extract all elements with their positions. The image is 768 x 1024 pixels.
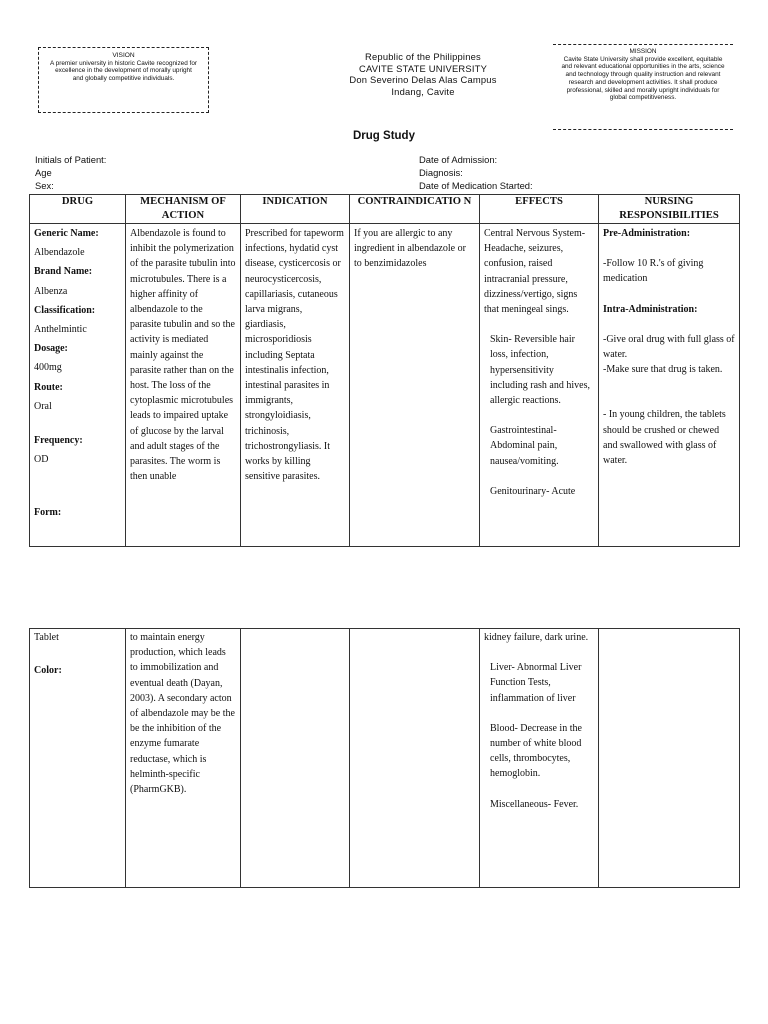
nursing-cell-continued (599, 629, 740, 888)
effects-cell-continued (480, 629, 599, 888)
vision-text: A premier university in historic Cavite recognized for excellence in the development of morally upright and globally competitive individuals. (49, 59, 198, 82)
pre-admin-step-1: -Follow 10 R.'s of giving medication (603, 258, 704, 285)
effect-gi: Gastrointestinal- Abdominal pain, nausea/vomiting. (490, 425, 559, 467)
color-label: Color: (34, 665, 62, 677)
frequency-label: Frequency: (34, 435, 83, 447)
dosage-label: Dosage: (34, 343, 68, 355)
drug-study-table-continued (29, 628, 740, 888)
campus-location: Indang, Cavite (391, 85, 455, 97)
frequency-value: OD (34, 454, 49, 466)
page-title: Drug Study (353, 130, 415, 142)
brand-name-label: Brand Name: (34, 266, 93, 278)
effect-misc: Miscellaneous- Fever. (490, 798, 579, 810)
drug-study-table (29, 194, 740, 547)
mission-box (553, 44, 733, 130)
med-started-label: Date of Medication Started: (419, 179, 533, 191)
dosage-value: 400mg (34, 362, 62, 374)
age-label: Age (35, 166, 52, 178)
col-nursing: NURSING RESPONSIBILITIES (599, 195, 740, 224)
indication-cell: Prescribed for tapeworm infections, hydatid cyst disease, cysticercosis or neurocysticercosis, capillariasis, cutaneous larva migrans, giardiasis, microsporidiosis including Septata intestinalis infection, intestinal parasites in immigrants, strongyloidiasis, trichinosis, trichostrongyliasis. It works by killing sensitive parasites. (241, 224, 350, 547)
patient-info-left (35, 154, 106, 192)
effect-skin: Skin- Reversible hair loss, infection, hypersensitivity including rash and hives, allergic reactions. (490, 334, 590, 407)
table-header-row (30, 195, 740, 224)
contraindication-cell: If you are allergic to any ingredient in albendazole or to benzimidazoles (350, 224, 480, 547)
mission-title: MISSION (629, 48, 657, 55)
route-label: Route: (34, 381, 63, 393)
patient-info-right (419, 154, 533, 192)
mechanism-cell-continued: to maintain energy production, which leads to immobilization and eventual death (Dayan, 2003). A secondary acton of albendazole may be the be the inhibition of the enzyme fumarate reductase, which is helminth-specific (PharmGKB). (126, 629, 241, 888)
initials-label: Initials of Patient: (35, 154, 107, 165)
admission-label: Date of Admission: (419, 154, 498, 165)
classification-value: Anthelmintic (34, 324, 87, 336)
drug-cell (30, 224, 126, 547)
sex-label: Sex: (35, 179, 54, 191)
vision-title: VISION (112, 52, 135, 59)
table-row (30, 629, 740, 888)
col-indication: INDICATION (241, 195, 350, 224)
effect-gu-start: Genitourinary- Acute (490, 485, 576, 497)
brand-name-value: Albenza (34, 285, 68, 297)
classification-label: Classification: (34, 304, 96, 316)
effect-liver: Liver- Abnormal Liver Function Tests, inflammation of liver (490, 662, 582, 704)
diagnosis-label: Diagnosis: (419, 166, 463, 178)
mission-text: Cavite State University shall provide excellent, equitable and relevant educational opportunities in the arts, science and technology through quality instruction and relevant research and development activities. It shall produce professional, skilled and morally upright individuals for global competitiveness. (561, 55, 725, 102)
col-effects: EFFECTS (480, 195, 599, 224)
generic-name-value: Albendazole (34, 247, 85, 259)
intra-admin-step-3: - In young children, the tablets should be crushed or chewed and swallowed with glass of water. (603, 409, 726, 467)
col-mechanism: MECHANISM OF ACTION (126, 195, 241, 224)
nursing-cell (599, 224, 740, 547)
effects-cell (480, 224, 599, 547)
vision-box (38, 47, 209, 113)
col-drug: DRUG (30, 195, 126, 224)
generic-name-label: Generic Name: (34, 228, 99, 239)
form-label: Form: (34, 507, 62, 519)
drug-cell-continued (30, 629, 126, 888)
republic-line: Republic of the Philippines (365, 51, 481, 62)
table-row (30, 224, 740, 547)
route-value: Oral (34, 400, 52, 412)
contraindication-cell-continued (350, 629, 480, 888)
intra-admin-step-2: -Make sure that drug is taken. (603, 364, 723, 376)
indication-cell-continued (241, 629, 350, 888)
university-name: CAVITE STATE UNIVERSITY (358, 62, 488, 74)
form-value: Tablet (34, 632, 59, 643)
effect-gu-end: kidney failure, dark urine. (484, 632, 589, 643)
effect-blood: Blood- Decrease in the number of white blood cells, thrombocytes, hemoglobin. (490, 722, 582, 780)
col-contraindication: CONTRAINDICATIO N (350, 195, 480, 224)
intra-admin-step-1: -Give oral drug with full glass of water. (603, 333, 735, 361)
campus-name: Don Severino Delas Alas Campus (349, 74, 497, 86)
pre-admin-label: Pre-Administration: (603, 228, 691, 239)
mechanism-cell: Albendazole is found to inhibit the polymerization of the parasite tubulin into microtubules. There is a higher affinity of albendazole to the parasite tubulin and so the activity is mediated mainly against the parasite rather than on the host. The loss of the cytoplasmic microtubules leads to impaired uptake of glucose by the larval and adult stages of the parasites. The worm is then unable (126, 224, 241, 547)
intra-admin-label: Intra-Administration: (603, 303, 698, 315)
effect-cns: Central Nervous System- Headache, seizures, confusion, raised intracranial pressure, dizziness/vertigo, signs that meningeal sings. (484, 228, 586, 316)
university-header (320, 51, 526, 97)
